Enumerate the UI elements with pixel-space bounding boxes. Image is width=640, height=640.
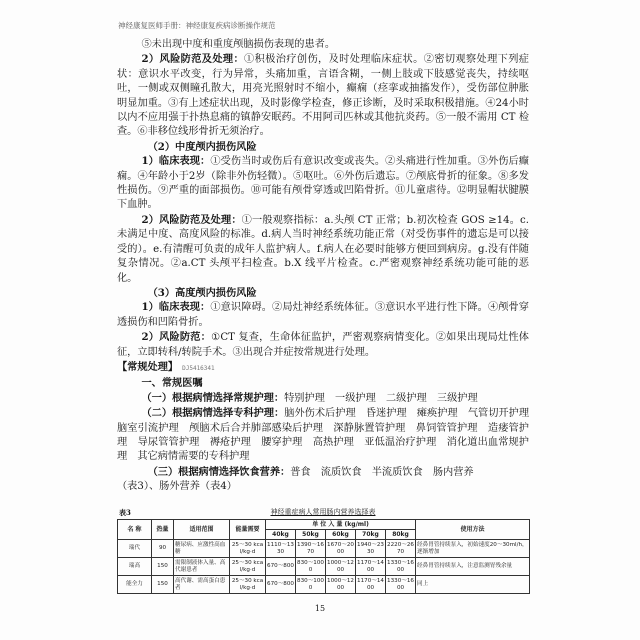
- cell-energy: 150: [152, 558, 174, 576]
- cell-name: 瑞高: [118, 558, 152, 576]
- table-label: 表3: [119, 508, 131, 517]
- cell-intake: 1000～1200: [326, 558, 356, 576]
- routine-orders-heading: 一、常规医嘱: [141, 377, 203, 390]
- cell-scope: 糖尿病、应激性高血糖: [174, 540, 230, 558]
- moderate-management: [117, 213, 529, 286]
- low-risk-item-5: ⑤未出现中度和重度颅脑损伤表现的患者。: [141, 39, 336, 50]
- header-dose: 能量需要: [230, 520, 266, 540]
- cell-intake: 670～800: [266, 576, 296, 594]
- header-method: 使用方法: [416, 520, 530, 540]
- cell-intake: 830～1000: [296, 558, 326, 576]
- cell-intake: 830～1000: [296, 576, 326, 594]
- high-clinical: [117, 300, 529, 330]
- paragraph-label: 2）风险防范：: [141, 331, 212, 344]
- paragraph-label: （二）根据病情选择专科护理：: [141, 407, 285, 420]
- cell-intake: 1170～1400: [356, 576, 386, 594]
- paragraph-text: ①积极治疗创伤，及时处理临床症状。②密切观察处理下列症状：意识水平改变，行为异常，头痛加重，言语含糊，一侧上肢或下肢感觉丧失，持续呕吐，一侧或双侧瞳孔散大，用亮光照射时不缩小，癫痫（痉挛或抽搐发作），受伤部位肿胀明显加重。③有上述症状出现，及时影像学检查，修正诊断，及时采取积极措施。④24小时以内不应用强于扑热息痛的镇静安眠药。不用阿司匹林或其他抗炎药。⑤一般不需用 CT 检查。⑥非移位线形骨折无须治疗。: [117, 54, 529, 138]
- routine-nursing: [117, 391, 529, 406]
- cell-scope: 需限制液体入量、高代谢患者: [174, 558, 230, 576]
- routine-heading-text: 【常规处理】: [117, 360, 179, 373]
- cell-name: 能全力: [118, 576, 152, 594]
- paragraph-label: 2）风险防范及处理：: [141, 213, 242, 226]
- paragraph-text: ①CT 复查，生命体征监护，严密观察病情变化。②如果出现局灶性体征，立即转科/转院手术。③出现合并症按常规进行处理。: [117, 332, 529, 358]
- table-caption: [117, 507, 529, 518]
- page-number: 15: [314, 604, 326, 613]
- cell-intake: 1390～1670: [296, 540, 326, 558]
- table-row: [118, 558, 530, 576]
- header-weight: 70kg: [356, 530, 386, 540]
- cell-intake: 1170～1400: [356, 558, 386, 576]
- paragraph-text: ①一般观察指标：a.头颅 CT 正常；b.初次检查 GOS ≥14。c.未满足中度、高度风险的标准。d.病人当时神经系统功能正常（对受伤事件的遗忘是可以接受的）。e.有清醒可负责的成年人监护病人。f.病人在必要时能够方便回到病房。g.没有伴随复杂情况。②a.CT 头颅平扫检查。b.X 线平片检查。c.严密观察神经系统功能可能的恶化。: [117, 214, 529, 284]
- paragraph-text: ①受伤当时或伤后有意识改变或丧失。②头痛进行性加重。③外伤后癫痫。④年龄小于2岁（除非外伤轻微）。⑤呕吐。⑥外伤后遗忘。⑦颅底骨折的征象。⑧多发性损伤。⑨严重的面部损伤。⑩可能有颅骨穿透或凹陷骨折。⑪儿童虐待。⑫明显帽状腱膜下血肿。: [117, 156, 529, 211]
- cell-method: 同上: [416, 576, 530, 594]
- table-row: [118, 540, 530, 558]
- paragraph-text: ①意识障碍。②局灶神经系统体征。③意识水平进行性下降。④颅骨穿透损伤和凹陷骨折。: [117, 302, 529, 328]
- paragraph-label: 2）风险防范及处理：: [141, 53, 245, 66]
- running-header: 神经康复医师手册：神经康复疾病诊断操作规范: [118, 21, 276, 30]
- cell-intake: 1330～1600: [386, 558, 416, 576]
- cell-dose: 25～30 kcal/kg·d: [230, 558, 266, 576]
- paragraph-text: 脑外伤术后护理 昏迷护理 瘫痪护理 气管切开护理 脑室引流护理 颅脑术后合并肺部感染后护理 深静脉置管护理 鼻饲管管护理 造瘘管护理 导尿管管护理 褥疮护理 腰穿护理 高热护理 亚低温治疗护理 消化道出血常规护理 其它病情需要的专科护理: [117, 408, 540, 463]
- cell-intake: 1000～1200: [326, 576, 356, 594]
- cell-method: 经鼻胃管持续泵入，初始速度20～30ml/h，逐渐增加: [416, 540, 530, 558]
- paragraph-label: 1）临床表现：: [141, 301, 211, 314]
- cell-name: 瑞代: [118, 540, 152, 558]
- cell-energy: 150: [152, 576, 174, 594]
- cell-intake: 1110～1330: [266, 540, 296, 558]
- high-management: [117, 330, 529, 360]
- table-row: [118, 576, 530, 594]
- header-weight: 40kg: [266, 530, 296, 540]
- cell-method: 经鼻胃管持续泵入，注意监测胃残余量: [416, 558, 530, 576]
- diet-nutrition: [117, 465, 529, 480]
- paragraph-text: 特别护理 一级护理 二级护理 三级护理: [284, 392, 478, 404]
- moderate-clinical: [117, 154, 529, 213]
- header-name: 名 称: [118, 520, 152, 540]
- paragraph-label: （一）根据病情选择常规护理：: [141, 391, 285, 404]
- table-title: 神经重症病人常用肠内营养选择表: [270, 508, 376, 516]
- table-header-row: [118, 520, 530, 530]
- header-energy: 热量: [152, 520, 174, 540]
- cell-intake: 670～800: [266, 558, 296, 576]
- body-text: [117, 38, 540, 495]
- cell-dose: 25～30 kcal/kg·d: [230, 576, 266, 594]
- enteral-nutrition-table: [117, 519, 530, 594]
- header-weight: 50kg: [296, 530, 326, 540]
- header-weight: 80kg: [386, 530, 416, 540]
- paragraph-label: 1）临床表现：: [141, 155, 211, 168]
- low-risk-management: [117, 52, 529, 139]
- paragraph-label: （三）根据病情选择饮食营养：: [147, 465, 291, 478]
- cell-intake: 1940～2330: [356, 540, 386, 558]
- cell-intake: 2220～2670: [386, 540, 416, 558]
- cell-scope: 高代谢、需高蛋白患者: [174, 576, 230, 594]
- cell-intake: 1330～1600: [386, 576, 416, 594]
- id-stamp: DJ5416341: [182, 364, 215, 372]
- moderate-risk-heading: （2）中度颅内损伤风险: [147, 140, 257, 153]
- paragraph-text: 普食 流质饮食 半流质饮食 肠内营养: [290, 466, 474, 478]
- diet-nutrition-continued: （表3）、肠外营养（表4）: [117, 481, 237, 493]
- cell-energy: 90: [152, 540, 174, 558]
- specialty-nursing: [117, 406, 540, 465]
- header-intake: 单 位 入 量 (kg/ml): [266, 520, 416, 530]
- cell-dose: 25～30 kcal/kg·d: [230, 540, 266, 558]
- high-risk-heading: （3）高度颅内损伤风险: [147, 286, 257, 299]
- cell-intake: 1670～2000: [326, 540, 356, 558]
- header-weight: 60kg: [326, 530, 356, 540]
- header-scope: 适用范围: [174, 520, 230, 540]
- routine-heading: [117, 360, 529, 376]
